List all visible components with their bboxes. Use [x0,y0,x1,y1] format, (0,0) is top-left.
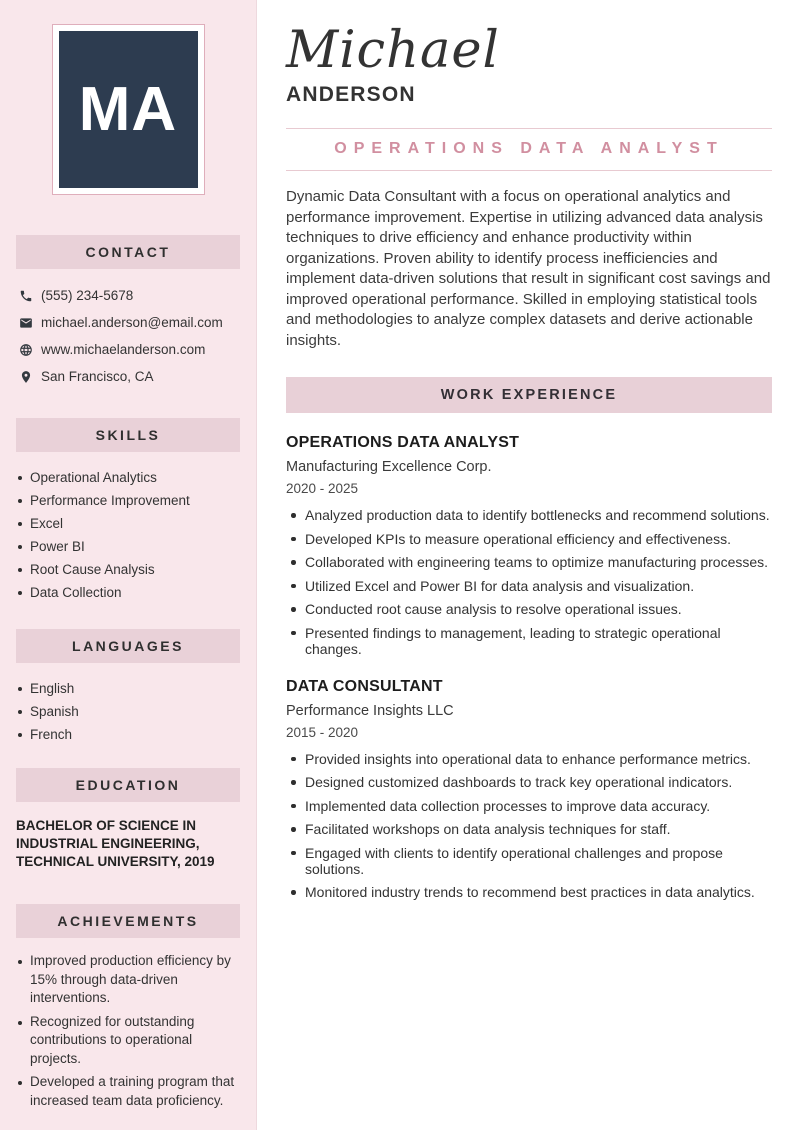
contact-list [16,282,240,390]
languages-list [16,677,240,746]
first-name: Michael [286,21,500,80]
job-bullet: Analyzed production data to identify bottlenecks and recommend solutions. [286,507,772,523]
job-title: DATA CONSULTANT [286,677,443,695]
achievement-item: Improved production efficiency by 15% through data-driven interventions. [16,952,240,1008]
job-bullet: Collaborated with engineering teams to optimize manufacturing processes. [286,554,772,570]
skill-item: Data Collection [16,581,240,604]
skill-item: Excel [16,512,240,535]
contact-location-text: San Francisco, CA [41,369,154,384]
role-title-block [286,128,772,171]
contact-section-header [16,235,240,269]
education-section-title: EDUCATION [75,777,181,793]
avatar [52,24,205,195]
language-item: French [16,723,240,746]
skills-list [16,466,240,604]
achievements-section-header [16,904,240,938]
last-name: ANDERSON [286,83,416,106]
profile-summary: Dynamic Data Consultant with a focus on operational analytics and performance improvement. Expertise in utilizing advanced data analysis techniques to drive efficiency and enhance productivity within organizations. Proven ability to identify process inefficiencies and implement data-driven solutions that result in significant cost savings and improved operational performance. Skilled in employing statistical tools and methodologies to analyze complex datasets and derive actionable insights. [286,188,771,349]
skill-item: Operational Analytics [16,466,240,489]
job-bullet: Utilized Excel and Power BI for data analysis and visualization. [286,578,772,594]
skill-item: Performance Improvement [16,489,240,512]
contact-phone [16,282,240,309]
divider-bottom [286,170,772,171]
job-bullet: Presented findings to management, leading to strategic operational changes. [286,625,772,657]
languages-section-title: LANGUAGES [72,638,184,654]
job-company: Performance Insights LLC [286,702,454,719]
job-title: OPERATIONS DATA ANALYST [286,434,520,451]
job-bullet: Designed customized dashboards to track key operational indicators. [286,774,772,790]
phone-icon [19,289,33,303]
job-dates: 2015 - 2020 [286,724,359,740]
contact-email-text: michael.anderson@email.com [41,315,223,330]
education-section-header [16,768,240,802]
main-content [257,0,800,1130]
job-dates: 2020 - 2025 [286,481,359,496]
role-title: OPERATIONS DATA ANALYST [334,140,724,157]
job-bullet: Provided insights into operational data to enhance performance metrics. [286,751,772,767]
achievements-section-title: ACHIEVEMENTS [57,913,199,929]
achievement-item: Recognized for outstanding contributions to operational projects. [16,1013,240,1069]
languages-section-header [16,629,240,663]
job-bullet: Facilitated workshops on data analysis techniques for staff. [286,821,772,837]
skill-item: Power BI [16,535,240,558]
avatar-initials: MA [78,75,178,144]
globe-icon [19,343,33,357]
job-bullet: Engaged with clients to identify operational challenges and propose solutions. [286,845,772,877]
language-item: Spanish [16,700,240,723]
skills-section-header [16,418,240,452]
job-bullet: Conducted root cause analysis to resolve operational issues. [286,601,772,617]
job-bullet: Implemented data collection processes to improve data accuracy. [286,798,772,814]
location-icon [19,370,33,384]
email-icon [19,316,33,330]
language-item: English [16,677,240,700]
job-entry-1 [286,434,772,657]
avatar-initials-box [59,31,198,188]
contact-website [16,336,240,363]
contact-phone-text: (555) 234-5678 [41,288,134,303]
job-entry-2 [286,678,772,901]
contact-email [16,309,240,336]
skills-section-title: SKILLS [95,427,161,443]
job-company: Manufacturing Excellence Corp. [286,459,492,475]
sidebar [0,0,257,1130]
achievement-item: Developed a training program that increased team data proficiency. [16,1073,240,1110]
job-bullet: Monitored industry trends to recommend best practices in data analytics. [286,884,772,900]
job-bullet-list [286,507,772,657]
achievements-list [16,952,240,1110]
work-experience-title: WORK EXPERIENCE [440,387,618,403]
contact-section-title: CONTACT [85,244,171,260]
education-degree: BACHELOR OF SCIENCE IN INDUSTRIAL ENGINEERING, TECHNICAL UNIVERSITY, 2019 [16,818,215,869]
skill-item: Root Cause Analysis [16,558,240,581]
job-bullet-list [286,751,772,901]
contact-website-text: www.michaelanderson.com [41,342,206,357]
job-bullet: Developed KPIs to measure operational efficiency and effectiveness. [286,531,772,547]
work-experience-section-header [286,377,772,413]
contact-location [16,363,240,390]
